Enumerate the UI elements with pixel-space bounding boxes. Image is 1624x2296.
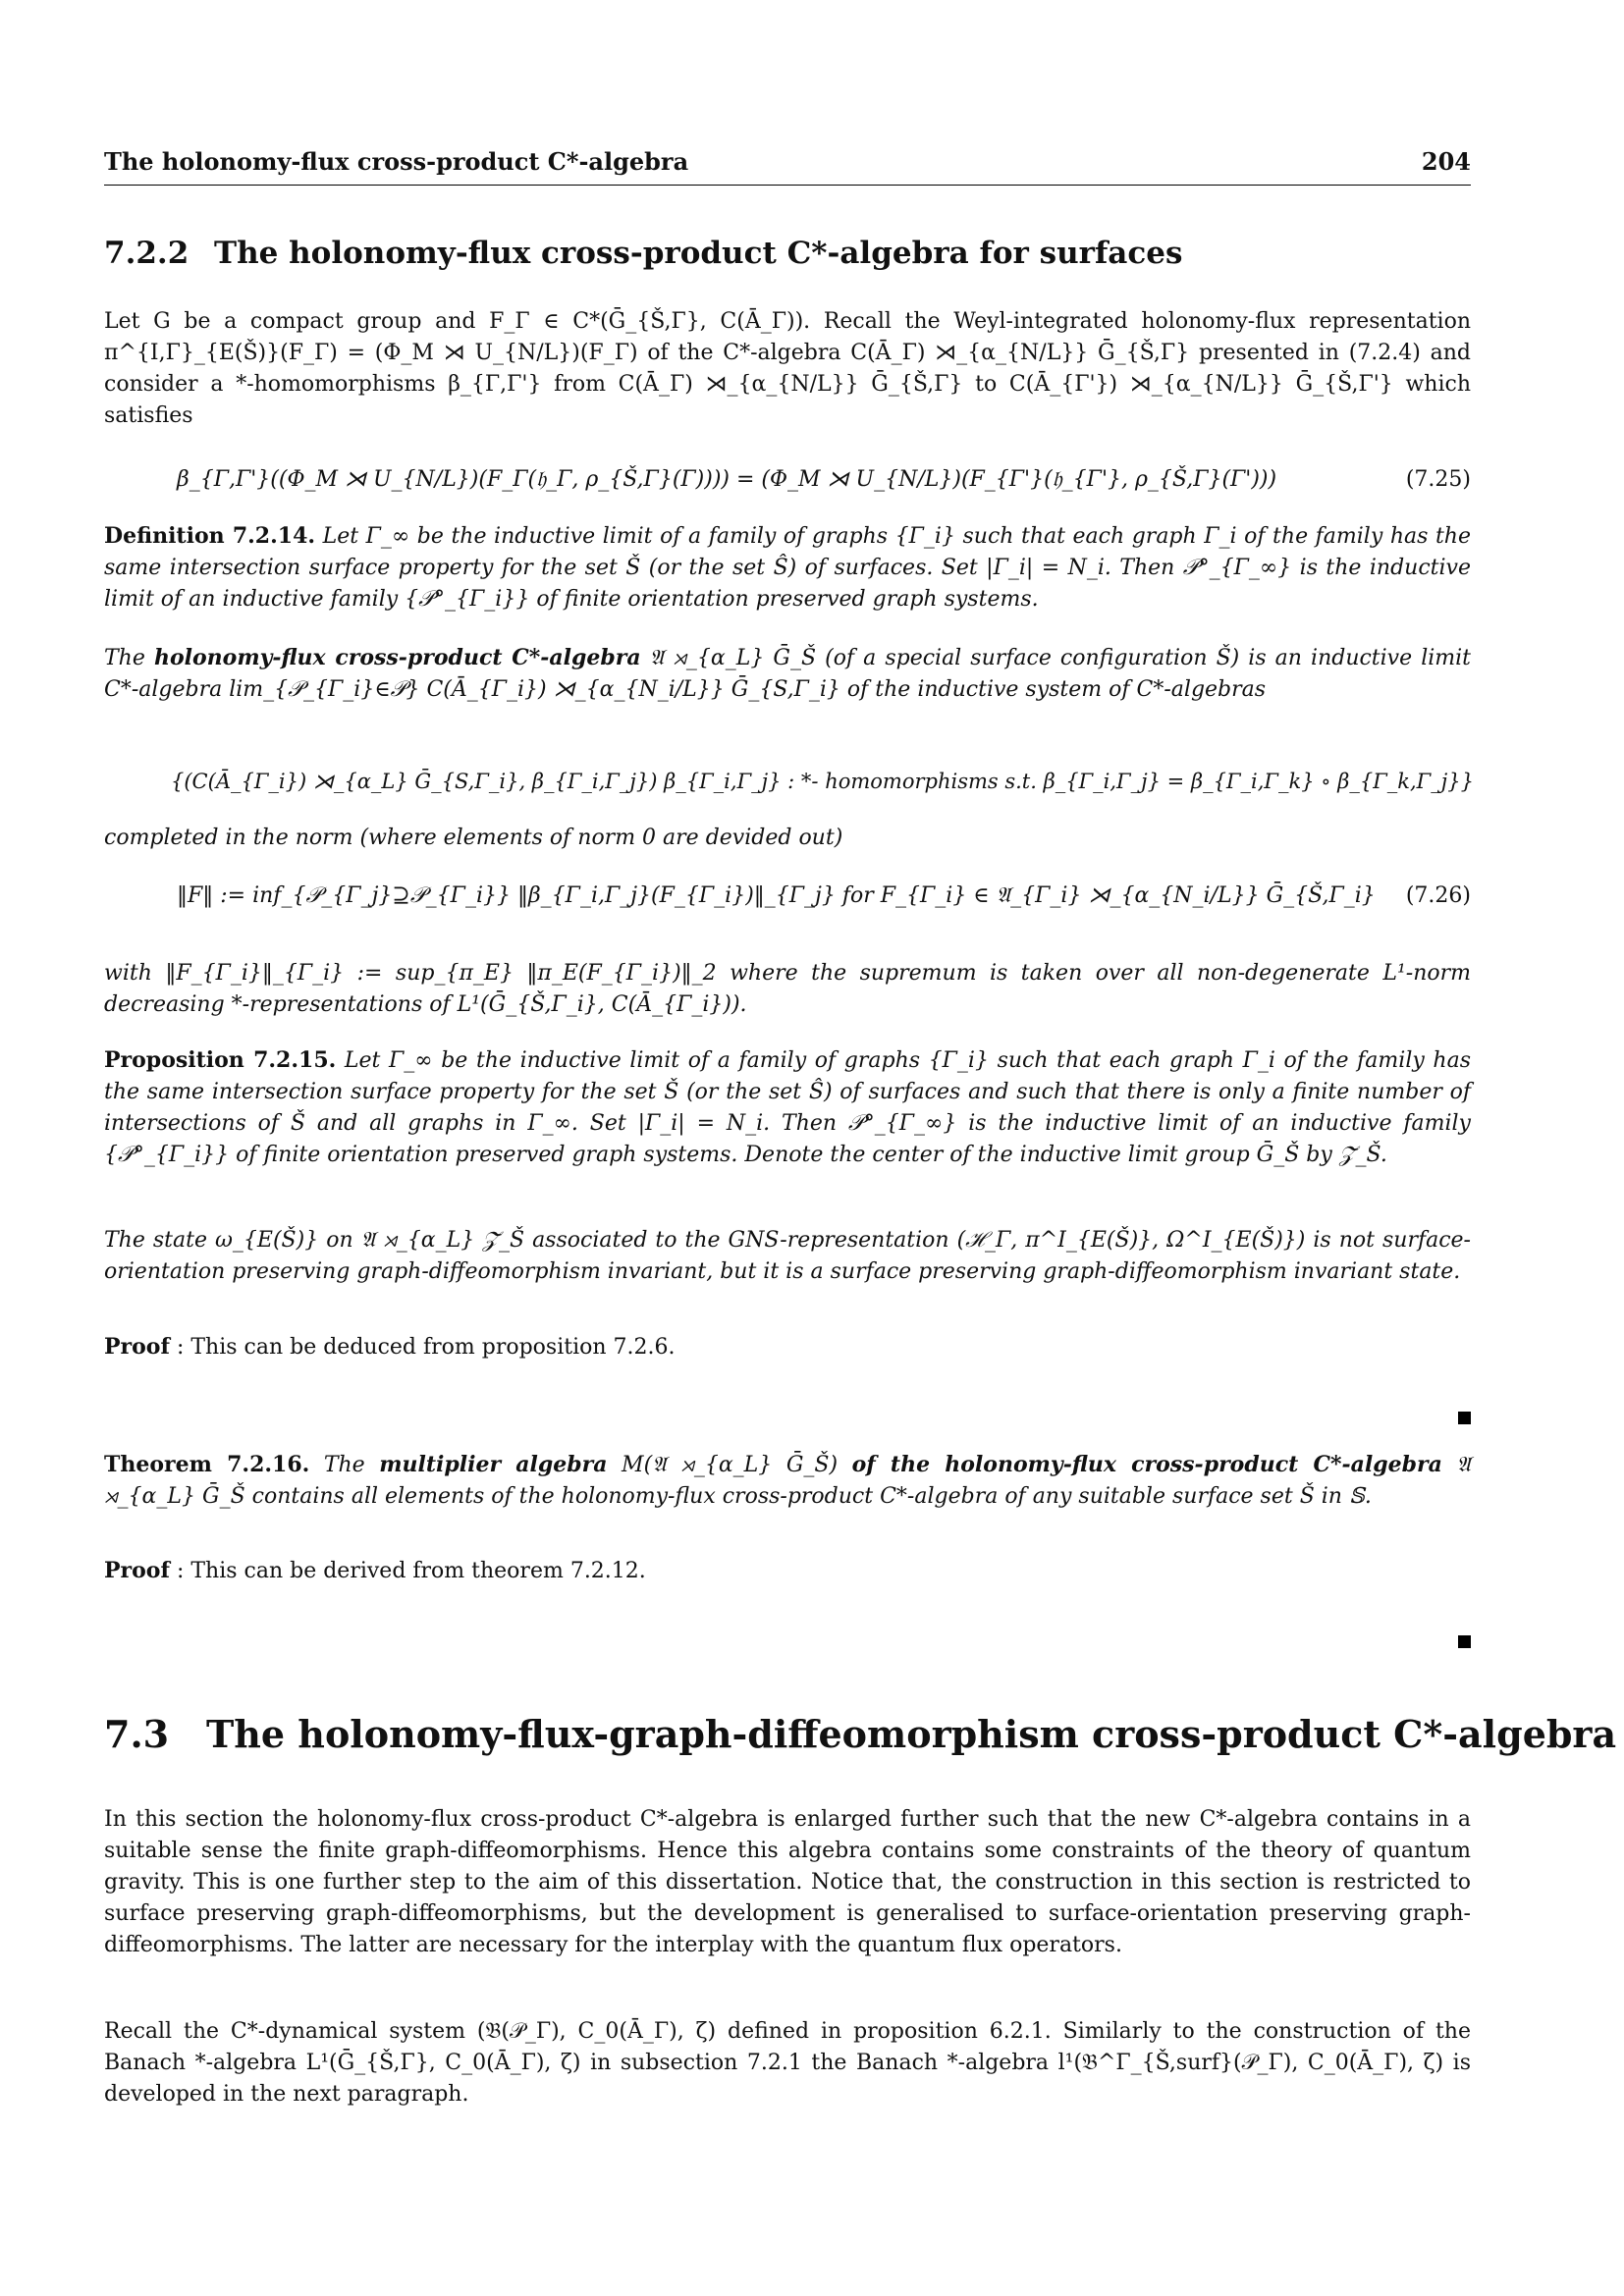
theorem-pre: The [323,1453,365,1477]
proposition-label: Proposition 7.2.15. [104,1047,337,1073]
definition-text-3: completed in the norm (where elements of norm 0 are devided out) [104,826,843,850]
theorem-post: 𝔄 ⋊_{α_L} Ḡ_Š contains all elements of the holonomy-flux cross-product C*-algebra of any suitable surface set Š in 𝕊. [104,1453,1471,1509]
definition-7-2-14 [104,520,1471,615]
equation-7-26-tag: (7.26) [1405,883,1471,908]
theorem-7-2-16 [104,1449,1471,1513]
definition-text-1: Let Γ_∞ be the inductive limit of a family of graphs {Γ_i} such that each graph Γ_i of the family has the same intersection surface property for the set Š (or the set Ŝ) of surfaces. Set |Γ_i| = N_i. Then 𝒫°_{Γ_∞} is the inductive limit of an inductive family {𝒫°_{Γ_i}} of finite orientation preserved graph systems. [104,524,1471,612]
equation-7-26-body: ‖F‖ := inf_{𝒫_{Γ_j}⊇𝒫_{Γ_i}} ‖β_{Γ_i,Γ_j}(F_{Γ_i})‖_{Γ_j} for F_{Γ_i} ∈ 𝔄_{Γ_i} ⋊_{α_{N_i/L}} Ḡ_{Š,Γ_i} [177,883,1376,908]
proposition-text-2: The state ω_{E(Š)} on 𝔄 ⋊_{α_L} 𝒵̄_Š associated to the GNS-representation (ℋ_Γ, π^I_{E(Š)}, Ω^I_{E(Š)}) is not surface-orientation preserving graph-diffeomorphism invariant, but it is a surface preserving graph-diffeomorphism invariant state. [104,1228,1471,1284]
section-heading [104,1712,1616,1756]
qed-square-1 [1458,1412,1471,1424]
proof-1-label: Proof [104,1334,170,1360]
definition-label: Definition 7.2.14. [104,523,316,549]
definition-text-2-post: 𝔄 ⋊_{α_L} Ḡ_Š (of a special surface configuration Š) is an inductive limit C*-algebra lim_{𝒫_{Γ_i}∈𝒫} C(Ā_{Γ_i}) ⋊_{α_{N_i/L}} Ḡ_{S,Γ_i} of the inductive system of C*-algebras [104,646,1472,702]
theorem-mid: M(𝔄 ⋊_{α_L} Ḡ_Š) [622,1453,839,1477]
definition-text-2 [104,642,1471,706]
proof-2-text: : This can be derived from theorem 7.2.12. [176,1559,646,1583]
subsection-number: 7.2.2 [104,236,189,271]
theorem-term-1: multiplier algebra [379,1452,608,1477]
running-header [104,147,1471,186]
proof-2 [104,1555,1471,1587]
section-title: The holonomy-flux-graph-diffeomorphism cross-product C*-algebra [206,1712,1617,1756]
proof-1 [104,1331,1471,1363]
inductive-system: {(C(Ā_{Γ_i}) ⋊_{α_L} Ḡ_{S,Γ_i}, β_{Γ_i,Γ_j}) β_{Γ_i,Γ_j} : *- homomorphisms s.t. β_{Γ_i,Γ_j} = β_{Γ_i,Γ_k} ∘ β_{Γ_k,Γ_j}} [171,770,1474,793]
proof-1-text: : This can be deduced from proposition 7.2.6. [176,1335,676,1360]
definition-text-2-pre: The [104,646,145,670]
intro-paragraph: Let G be a compact group and F_Γ ∈ C*(Ḡ_{Š,Γ}, C(Ā_Γ)). Recall the Weyl-integrated holonomy-flux representation π^{I,Γ}_{E(Š)}(F_Γ) = (Φ_M ⋊ U_{N/L})(F_Γ) of the C*-algebra C(Ā_Γ) ⋊_{α_{N/L}} Ḡ_{Š,Γ} presented in (7.2.4) and consider a *-homomorphisms β_{Γ,Γ'} from C(Ā_Γ) ⋊_{α_{N/L}} Ḡ_{Š,Γ} to C(Ā_{Γ'}) ⋊_{α_{N/L}} Ḡ_{Š,Γ'} which satisfies [104,309,1471,428]
proposition-7-2-15 [104,1044,1471,1171]
theorem-label: Theorem 7.2.16. [104,1452,310,1477]
equation-7-25-tag: (7.25) [1405,467,1471,492]
subsection-title: The holonomy-flux cross-product C*-algebra for surfaces [214,236,1183,271]
subsection-heading [104,236,1182,271]
page-number: 204 [1421,147,1471,176]
proposition-text-1: Let Γ_∞ be the inductive limit of a family of graphs {Γ_i} such that each graph Γ_i of the family has the same intersection surface property for the set Š (or the set Ŝ) of surfaces and such that there is only a finite number of intersections of Š and all graphs in Γ_∞. Set |Γ_i| = N_i. Then 𝒫°_{Γ_∞} is the inductive limit of an inductive family {𝒫°_{Γ_i}} of finite orientation preserved graph systems. Denote the center of the inductive limit group Ḡ_Š by 𝒵̄_Š. [104,1048,1471,1167]
theorem-term-2: of the holonomy-flux cross-product C*-algebra [851,1452,1442,1477]
proof-2-label: Proof [104,1558,170,1583]
qed-square-2 [1458,1635,1471,1648]
header-title: The holonomy-flux cross-product C*-algebra [104,147,689,176]
definition-tail: with ‖F_{Γ_i}‖_{Γ_i} := sup_{π_E} ‖π_E(F_{Γ_i})‖_2 where the supremum is taken over all non-degenerate L¹-norm decreasing *-representations of L¹(Ḡ_{Š,Γ_i}, C(Ā_{Γ_i})). [104,961,1471,1017]
section-paragraph-1: In this section the holonomy-flux cross-product C*-algebra is enlarged further such that the new C*-algebra contains in a suitable sense the finite graph-diffeomorphisms. Hence this algebra contains some constraints of the theory of quantum gravity. This is one further step to the aim of this dissertation. Notice that, the construction in this section is restricted to surface preserving graph-diffeomorphisms, but the development is generalised to surface-orientation preserving graph-diffeomorphisms. The latter are necessary for the interplay with the quantum flux operators. [104,1807,1471,1957]
definition-term: holonomy-flux cross-product C*-algebra [153,645,641,670]
equation-7-25-body: β_{Γ,Γ'}((Φ_M ⋊ U_{N/L})(F_Γ(𝔥_Γ, ρ_{Š,Γ}(Γ)))) = (Φ_M ⋊ U_{N/L})(F_{Γ'}(𝔥_{Γ'}, ρ_{Š,Γ}(Γ'))) [177,467,1277,492]
section-paragraph-2: Recall the C*-dynamical system (𝔅(𝒫_Γ), C_0(Ā_Γ), ζ) defined in proposition 6.2.1. Similarly to the construction of the Banach *-algebra L¹(Ḡ_{Š,Γ}, C_0(Ā_Γ), ζ) in subsection 7.2.1 the Banach *-algebra l¹(𝔅^Γ_{Š,surf}(𝒫_Γ), C_0(Ā_Γ), ζ) is developed in the next paragraph. [104,2019,1471,2107]
section-number: 7.3 [104,1712,170,1756]
